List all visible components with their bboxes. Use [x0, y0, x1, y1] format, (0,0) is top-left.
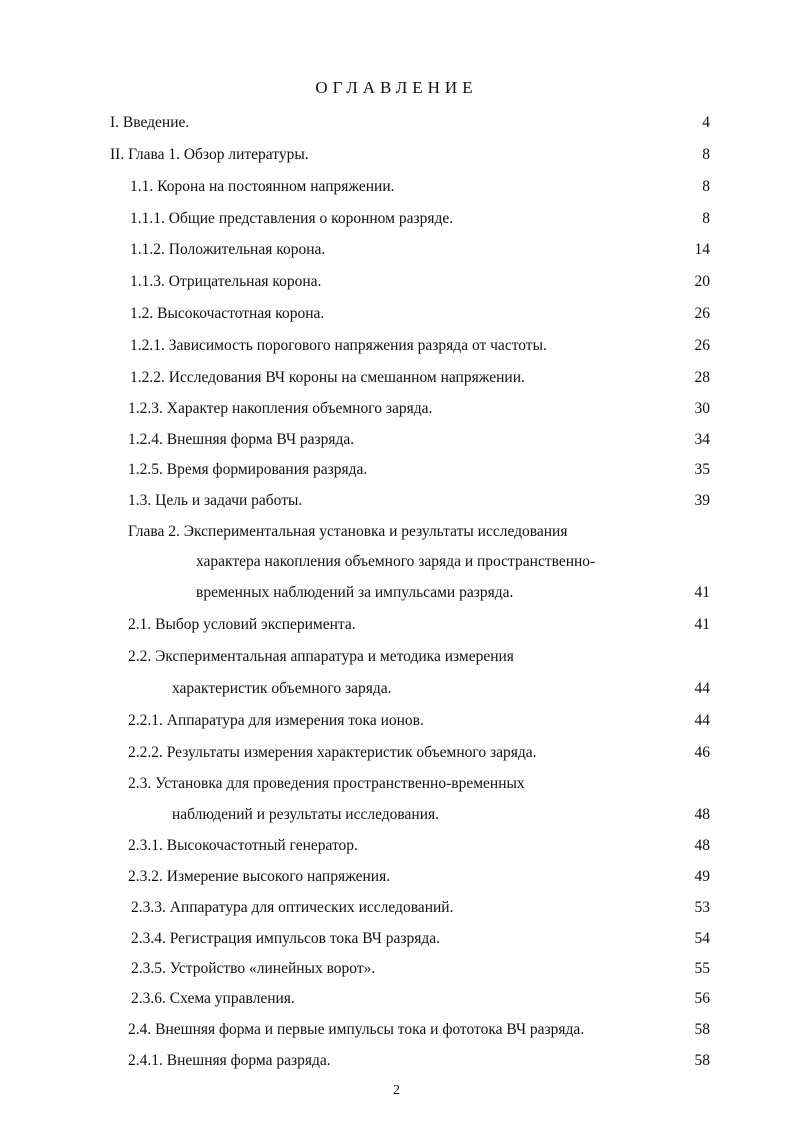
toc-entry: [0, 176, 793, 198]
toc-entry-text: 1.2.2. Исследования ВЧ короны на смешанном напряжении.: [130, 369, 525, 386]
toc-entry-text: временных наблюдений за импульсами разряда.: [196, 584, 514, 601]
toc-entry: [0, 1050, 793, 1072]
toc-entry: [0, 429, 793, 451]
toc-entry-text: 2.4. Внешняя форма и первые импульсы тока и фототока ВЧ разряда.: [128, 1021, 585, 1038]
toc-entry: [0, 521, 793, 543]
toc-entry-page: 8: [702, 210, 710, 227]
toc-entry: [0, 490, 793, 512]
toc-entry: [0, 988, 793, 1010]
toc-entry: [0, 773, 793, 795]
toc-entry-text: наблюдений и результаты исследования.: [172, 806, 439, 823]
toc-entry: [0, 804, 793, 826]
toc-entry-page: 56: [694, 990, 710, 1007]
toc-entry-text: 1.1.3. Отрицательная корона.: [130, 273, 322, 290]
toc-entry-text: 2.2.2. Результаты измерения характеристик объемного заряда.: [128, 744, 537, 761]
toc-entry-page: 35: [694, 461, 710, 478]
toc-entry-page: 4: [702, 114, 710, 131]
toc-entry-page: 49: [694, 868, 710, 885]
toc-entry-text: 2.3.3. Аппаратура для оптических исследований.: [131, 899, 454, 916]
toc-entry-text: 1.2.3. Характер накопления объемного заряда.: [128, 400, 433, 417]
toc-title: ОГЛАВЛЕНИЕ: [315, 78, 478, 97]
toc-entry-text: 2.2. Экспериментальная аппаратура и методика измерения: [128, 648, 514, 665]
toc-entry-text: 2.3. Установка для проведения пространственно-временных: [128, 775, 525, 792]
page-number: 2: [393, 1083, 400, 1098]
toc-entry-page: 48: [694, 837, 710, 854]
toc-entry: [0, 958, 793, 980]
toc-entry-page: 44: [694, 680, 710, 697]
toc-entry-page: 8: [702, 146, 710, 163]
toc-entry-text: 1.1.2. Положительная корона.: [130, 241, 326, 258]
toc-entry: [0, 335, 793, 357]
toc-entry-page: 54: [694, 930, 710, 947]
toc-entry-page: 41: [694, 584, 710, 601]
toc-entry: [0, 208, 793, 230]
toc-entry-text: 2.3.5. Устройство «линейных ворот».: [131, 960, 376, 977]
toc-entry-text: Глава 2. Экспериментальная установка и результаты исследования: [128, 523, 568, 540]
toc-entry: [0, 367, 793, 389]
toc-entry-text: характеристик объемного заряда.: [172, 680, 392, 697]
toc-entry-text: II. Глава 1. Обзор литературы.: [110, 146, 309, 163]
toc-entry: [0, 459, 793, 481]
toc-entry-page: 20: [694, 273, 710, 290]
toc-entry-page: 48: [694, 806, 710, 823]
toc-entry: [0, 582, 793, 604]
toc-entry-page: 53: [694, 899, 710, 916]
toc-entry-page: 30: [694, 400, 710, 417]
toc-entry-page: 55: [694, 960, 710, 977]
toc-entry-text: 1.1.1. Общие представления о коронном разряде.: [130, 210, 454, 227]
toc-entry: [0, 678, 793, 700]
toc-entry: [0, 835, 793, 857]
toc-entry-text: 2.4.1. Внешняя форма разряда.: [128, 1052, 331, 1069]
toc-entry-page: 26: [694, 305, 710, 322]
toc-entry-text: 1.1. Корона на постоянном напряжении.: [130, 178, 395, 195]
toc-entry-text: характера накопления объемного заряда и пространственно-: [196, 553, 596, 570]
toc-entry-page: 28: [694, 369, 710, 386]
toc-entry: [0, 866, 793, 888]
toc-entry-text: 2.3.6. Схема управления.: [131, 990, 295, 1007]
toc-entry: [0, 303, 793, 325]
toc-entry-page: 41: [694, 616, 710, 633]
toc-entry: [0, 614, 793, 636]
toc-entry-page: 8: [702, 178, 710, 195]
toc-entry-text: 1.2.1. Зависимость порогового напряжения разряда от частоты.: [130, 337, 547, 354]
toc-entry-text: 2.2.1. Аппаратура для измерения тока ионов.: [128, 712, 424, 729]
toc-entry-text: 1.2.5. Время формирования разряда.: [128, 461, 368, 478]
toc-entry: [0, 710, 793, 732]
toc-entry-text: I. Введение.: [110, 114, 190, 131]
toc-entry-text: 2.3.1. Высокочастотный генератор.: [128, 837, 358, 854]
toc-entry-text: 2.1. Выбор условий эксперимента.: [128, 616, 356, 633]
toc-entry-text: 1.2. Высокочастотная корона.: [130, 305, 325, 322]
toc-entry: [0, 928, 793, 950]
toc-entry: [0, 271, 793, 293]
toc-entry-page: 44: [694, 712, 710, 729]
toc-entry: [0, 112, 793, 134]
toc-entry: [0, 398, 793, 420]
toc-entry: [0, 897, 793, 919]
toc-entry: [0, 646, 793, 668]
toc-entry-page: 46: [694, 744, 710, 761]
toc-entry-page: 58: [694, 1021, 710, 1038]
toc-entry: [0, 1019, 793, 1041]
toc-entry-text: 1.3. Цель и задачи работы.: [128, 492, 303, 509]
toc-entry: [0, 144, 793, 166]
toc-entry-page: 58: [694, 1052, 710, 1069]
toc-entry-page: 34: [694, 431, 710, 448]
toc-entry: [0, 551, 793, 573]
toc-entry: [0, 742, 793, 764]
toc-entry-text: 2.3.2. Измерение высокого напряжения.: [128, 868, 391, 885]
toc-entry-text: 1.2.4. Внешняя форма ВЧ разряда.: [128, 431, 355, 448]
toc-entry-page: 26: [694, 337, 710, 354]
toc-entry-page: 39: [694, 492, 710, 509]
toc-entry-page: 14: [694, 241, 710, 258]
toc-entry-text: 2.3.4. Регистрация импульсов тока ВЧ разряда.: [131, 930, 441, 947]
toc-entry: [0, 239, 793, 261]
